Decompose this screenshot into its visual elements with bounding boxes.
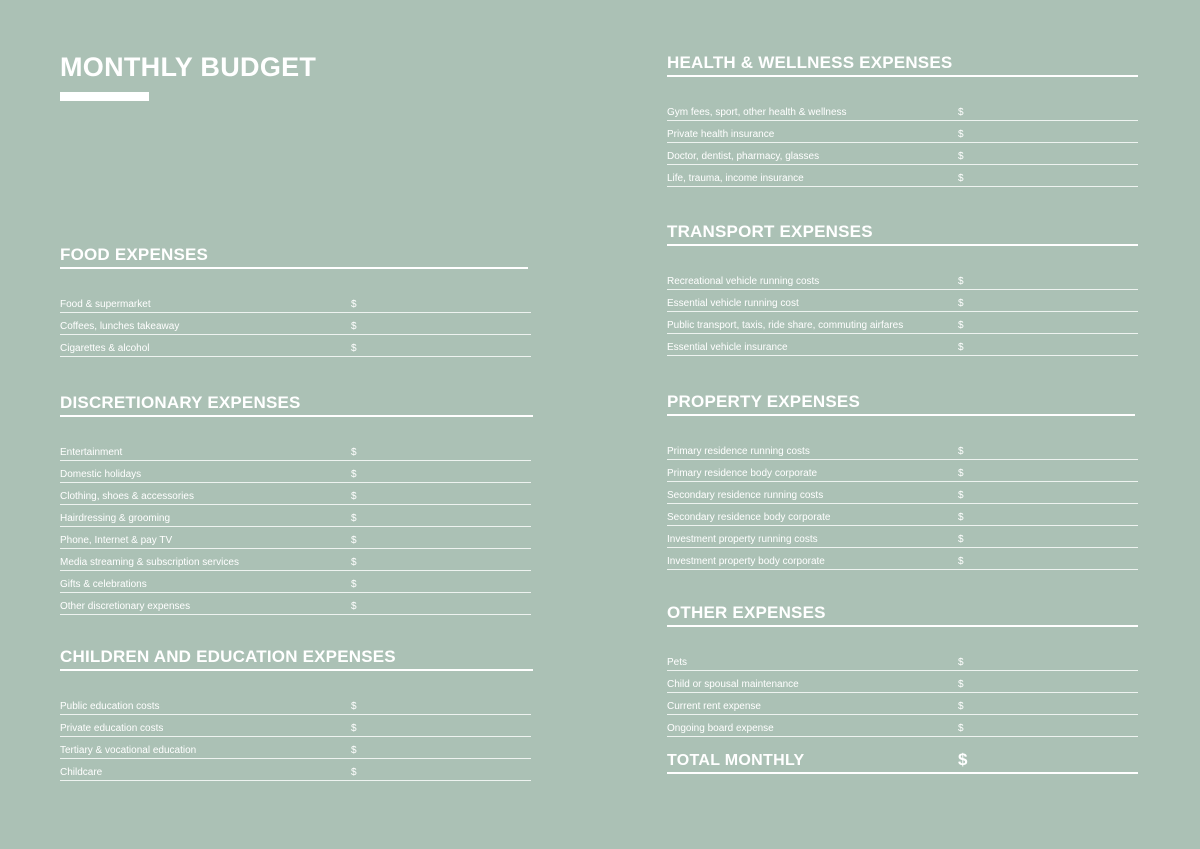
expense-label: Private education costs: [60, 723, 164, 734]
amount-field[interactable]: [970, 439, 1138, 459]
expense-row: [60, 292, 531, 313]
currency-symbol: $: [351, 321, 357, 332]
expense-row: [667, 672, 1138, 693]
currency-symbol: $: [958, 490, 964, 501]
total-monthly-row: [667, 752, 1138, 774]
currency-symbol: $: [958, 342, 964, 353]
amount-field[interactable]: [970, 335, 1138, 355]
property-expenses-section: [667, 392, 1138, 571]
section-title: HEALTH & WELLNESS EXPENSES: [667, 53, 1138, 77]
expense-label: Media streaming & subscription services: [60, 557, 239, 568]
amount-field[interactable]: [363, 336, 531, 356]
currency-symbol: $: [958, 679, 964, 690]
currency-symbol: $: [958, 534, 964, 545]
expense-label: Doctor, dentist, pharmacy, glasses: [667, 151, 820, 162]
currency-symbol: $: [351, 535, 357, 546]
amount-field[interactable]: [970, 100, 1138, 120]
total-monthly-label: TOTAL MONTHLY: [667, 752, 805, 769]
expense-label: Ongoing board expense: [667, 723, 774, 734]
amount-field[interactable]: [970, 269, 1138, 289]
expense-label: Cigarettes & alcohol: [60, 343, 150, 354]
expense-label: Gym fees, sport, other health & wellness: [667, 107, 847, 118]
amount-field[interactable]: [970, 527, 1138, 547]
expense-label: Gifts & celebrations: [60, 579, 147, 590]
currency-symbol: $: [958, 512, 964, 523]
amount-field[interactable]: [970, 505, 1138, 525]
currency-symbol: $: [958, 556, 964, 567]
page-title: MONTHLY BUDGET: [60, 52, 317, 82]
expense-label: Food & supermarket: [60, 299, 151, 310]
amount-field[interactable]: [970, 144, 1138, 164]
currency-symbol: $: [351, 745, 357, 756]
currency-symbol: $: [958, 723, 964, 734]
expense-row: [667, 461, 1138, 482]
expense-label: Life, trauma, income insurance: [667, 173, 804, 184]
section-title: FOOD EXPENSES: [60, 245, 528, 269]
expense-row: [60, 760, 531, 781]
expense-row: [60, 572, 531, 593]
expense-row: [667, 166, 1138, 187]
title-underline-bar: [60, 92, 149, 101]
total-currency-symbol: $: [958, 750, 968, 769]
amount-field[interactable]: [363, 572, 531, 592]
expense-row: [60, 716, 531, 737]
expense-label: Public education costs: [60, 701, 160, 712]
currency-symbol: $: [958, 468, 964, 479]
expense-label: Childcare: [60, 767, 103, 778]
expense-label: Domestic holidays: [60, 469, 142, 480]
expense-row: [667, 335, 1138, 356]
currency-symbol: $: [351, 557, 357, 568]
expense-label: Phone, Internet & pay TV: [60, 535, 173, 546]
health-wellness-expenses-section: [667, 53, 1138, 188]
expense-rows: [667, 650, 1138, 737]
expense-row: [667, 291, 1138, 312]
expense-row: [667, 483, 1138, 504]
expense-row: [60, 336, 531, 357]
children-education-expenses-section: [60, 647, 531, 782]
expense-row: [60, 738, 531, 759]
expense-label: Other discretionary expenses: [60, 601, 191, 612]
currency-symbol: $: [958, 446, 964, 457]
expense-row: [667, 144, 1138, 165]
currency-symbol: $: [351, 579, 357, 590]
section-title: OTHER EXPENSES: [667, 603, 1138, 627]
expense-label: Clothing, shoes & accessories: [60, 491, 194, 502]
currency-symbol: $: [351, 343, 357, 354]
expense-row: [60, 462, 531, 483]
currency-symbol: $: [958, 298, 964, 309]
currency-symbol: $: [958, 657, 964, 668]
expense-row: [667, 313, 1138, 334]
amount-field[interactable]: [363, 440, 531, 460]
currency-symbol: $: [351, 491, 357, 502]
expense-label: Secondary residence body corporate: [667, 512, 831, 523]
expense-row: [60, 528, 531, 549]
expense-row: [667, 694, 1138, 715]
discretionary-expenses-section: [60, 393, 531, 616]
expense-label: Private health insurance: [667, 129, 775, 140]
expense-row: [60, 506, 531, 527]
expense-row: [667, 505, 1138, 526]
amount-field[interactable]: [363, 484, 531, 504]
expense-label: Recreational vehicle running costs: [667, 276, 820, 287]
currency-symbol: $: [351, 299, 357, 310]
expense-label: Entertainment: [60, 447, 123, 458]
amount-field[interactable]: [363, 594, 531, 614]
expense-label: Primary residence body corporate: [667, 468, 818, 479]
expense-label: Tertiary & vocational education: [60, 745, 197, 756]
section-title: DISCRETIONARY EXPENSES: [60, 393, 533, 417]
food-expenses-section: [60, 245, 531, 358]
expense-rows: [60, 292, 531, 357]
amount-field[interactable]: [970, 672, 1138, 692]
currency-symbol: $: [958, 173, 964, 184]
currency-symbol: $: [958, 151, 964, 162]
expense-rows: [667, 100, 1138, 187]
currency-symbol: $: [958, 129, 964, 140]
other-expenses-section: [667, 603, 1138, 738]
section-title: PROPERTY EXPENSES: [667, 392, 1135, 416]
amount-field[interactable]: [970, 461, 1138, 481]
amount-field[interactable]: [363, 292, 531, 312]
currency-symbol: $: [351, 513, 357, 524]
amount-field[interactable]: [363, 550, 531, 570]
amount-field[interactable]: [363, 694, 531, 714]
expense-row: [60, 314, 531, 335]
amount-field[interactable]: [970, 122, 1138, 142]
amount-field[interactable]: [363, 716, 531, 736]
expense-row: [60, 594, 531, 615]
amount-field[interactable]: [363, 314, 531, 334]
expense-rows: [60, 440, 531, 615]
expense-row: [667, 549, 1138, 570]
currency-symbol: $: [958, 701, 964, 712]
currency-symbol: $: [351, 701, 357, 712]
expense-label: Coffees, lunches takeaway: [60, 321, 180, 332]
currency-symbol: $: [351, 767, 357, 778]
currency-symbol: $: [351, 469, 357, 480]
amount-field[interactable]: [970, 291, 1138, 311]
amount-field[interactable]: [363, 528, 531, 548]
expense-row: [667, 439, 1138, 460]
expense-row: [667, 527, 1138, 548]
amount-field[interactable]: [970, 313, 1138, 333]
amount-field[interactable]: [363, 506, 531, 526]
expense-row: [667, 100, 1138, 121]
expense-label: Essential vehicle running cost: [667, 298, 799, 309]
amount-field[interactable]: [970, 650, 1138, 670]
amount-field[interactable]: [970, 694, 1138, 714]
amount-field[interactable]: [970, 549, 1138, 569]
currency-symbol: $: [958, 320, 964, 331]
expense-row: [60, 440, 531, 461]
transport-expenses-section: [667, 222, 1138, 357]
expense-label: Pets: [667, 657, 688, 668]
expense-label: Child or spousal maintenance: [667, 679, 799, 690]
expense-rows: [667, 269, 1138, 356]
expense-row: [60, 550, 531, 571]
currency-symbol: $: [351, 601, 357, 612]
expense-rows: [667, 439, 1138, 570]
section-title: TRANSPORT EXPENSES: [667, 222, 1138, 246]
expense-label: Secondary residence running costs: [667, 490, 824, 501]
currency-symbol: $: [351, 447, 357, 458]
currency-symbol: $: [351, 723, 357, 734]
expense-label: Essential vehicle insurance: [667, 342, 788, 353]
amount-field[interactable]: [363, 760, 531, 780]
expense-row: [60, 694, 531, 715]
expense-row: [667, 716, 1138, 737]
expense-row: [60, 484, 531, 505]
expense-row: [667, 269, 1138, 290]
expense-label: Hairdressing & grooming: [60, 513, 171, 524]
amount-field[interactable]: [363, 738, 531, 758]
expense-row: [667, 122, 1138, 143]
section-title: CHILDREN AND EDUCATION EXPENSES: [60, 647, 533, 671]
amount-field[interactable]: [970, 166, 1138, 186]
amount-field[interactable]: [970, 716, 1138, 736]
currency-symbol: $: [958, 107, 964, 118]
currency-symbol: $: [958, 276, 964, 287]
expense-row: [667, 650, 1138, 671]
expense-label: Current rent expense: [667, 701, 761, 712]
amount-field[interactable]: [363, 462, 531, 482]
expense-rows: [60, 694, 531, 781]
expense-label: Primary residence running costs: [667, 446, 810, 457]
amount-field[interactable]: [970, 483, 1138, 503]
expense-label: Public transport, taxis, ride share, commuting airfares: [667, 320, 904, 331]
expense-label: Investment property body corporate: [667, 556, 825, 567]
expense-label: Investment property running costs: [667, 534, 818, 545]
